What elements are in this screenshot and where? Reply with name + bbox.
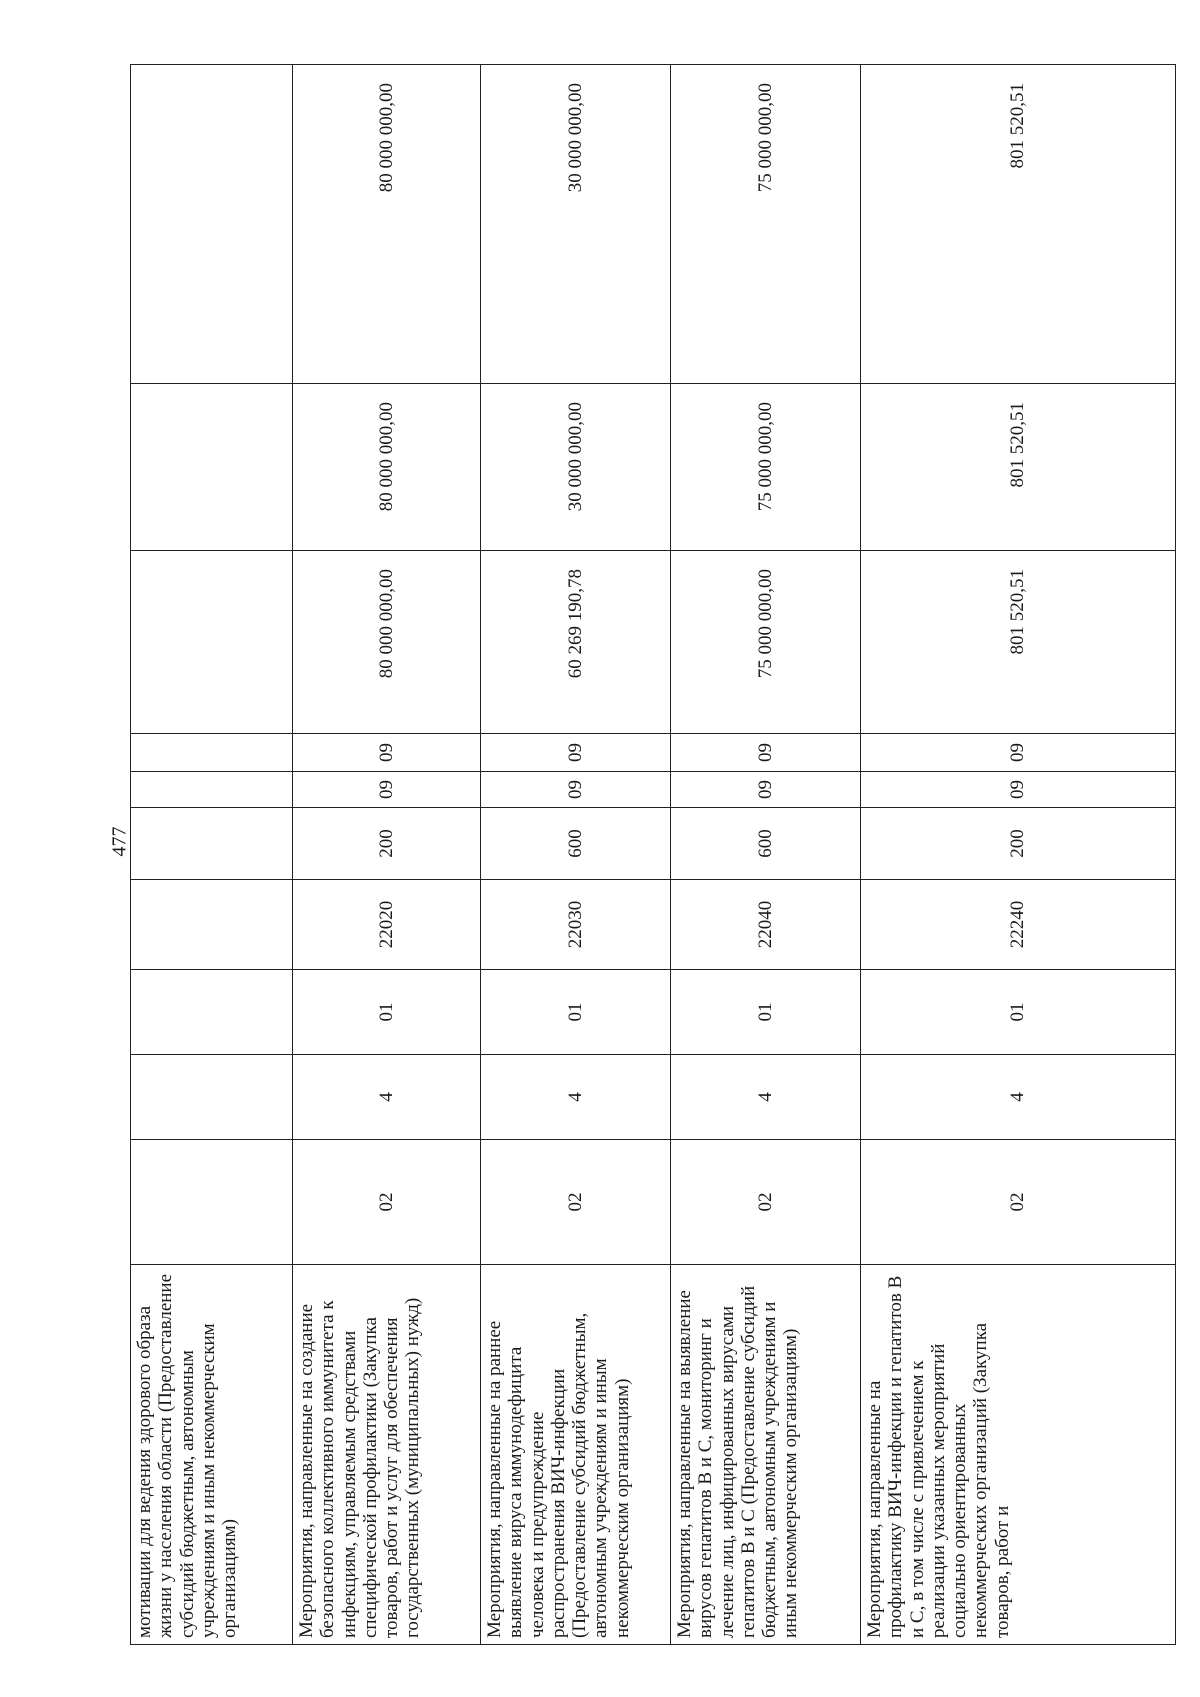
amount-year-2-cell: 75 000 000,00 — [671, 384, 861, 551]
section-cell: 09 — [293, 772, 481, 808]
code-program-cell — [131, 1140, 293, 1265]
table-row — [481, 65, 671, 1645]
code-main-event-cell: 01 — [861, 970, 1176, 1055]
expense-type-cell: 200 — [861, 808, 1176, 880]
table-body — [131, 65, 1176, 1645]
code-main-event-cell: 01 — [481, 970, 671, 1055]
amount-year-3-cell: 80 000 000,00 — [293, 65, 481, 384]
subsection-cell — [131, 734, 293, 772]
code-subprogram-cell: 4 — [293, 1055, 481, 1140]
table-row — [293, 65, 481, 1645]
table-row — [131, 65, 293, 1645]
expense-type-cell: 600 — [671, 808, 861, 880]
amount-year-2-cell — [131, 384, 293, 551]
rotated-table-frame — [130, 65, 1175, 1645]
section-cell: 09 — [861, 772, 1176, 808]
amount-year-3-cell — [131, 65, 293, 384]
code-subprogram-cell: 4 — [671, 1055, 861, 1140]
code-direction-cell: 22040 — [671, 880, 861, 970]
expense-type-cell: 600 — [481, 808, 671, 880]
amount-year-3-cell: 801 520,51 — [861, 65, 1176, 384]
code-direction-cell — [131, 880, 293, 970]
expense-type-cell — [131, 808, 293, 880]
code-subprogram-cell: 4 — [861, 1055, 1176, 1140]
amount-year-3-cell: 75 000 000,00 — [671, 65, 861, 384]
page-number: 477 — [108, 826, 131, 857]
code-subprogram-cell — [131, 1055, 293, 1140]
code-program-cell: 02 — [481, 1140, 671, 1265]
amount-year-2-cell: 801 520,51 — [861, 384, 1176, 551]
code-main-event-cell — [131, 970, 293, 1055]
row-description: Мероприятия, направленные на профилактику ВИЧ-инфекции и гепатитов В и С, в том числе с привлечением к реализации указанных мероприятий социально ориентированных некоммерческих организаций (Закупка товаров, работ и — [861, 1265, 1176, 1645]
subsection-cell: 09 — [293, 734, 481, 772]
budget-table-area — [130, 65, 1175, 1645]
code-main-event-cell: 01 — [293, 970, 481, 1055]
subsection-cell: 09 — [481, 734, 671, 772]
section-cell: 09 — [671, 772, 861, 808]
subsection-cell: 09 — [671, 734, 861, 772]
section-cell — [131, 772, 293, 808]
code-subprogram-cell: 4 — [481, 1055, 671, 1140]
table-row — [861, 65, 1176, 1645]
code-main-event-cell: 01 — [671, 970, 861, 1055]
section-cell: 09 — [481, 772, 671, 808]
code-direction-cell: 22030 — [481, 880, 671, 970]
expense-type-cell: 200 — [293, 808, 481, 880]
row-description: Мероприятия, направленные на выявление вирусов гепатитов В и С, мониторинг и лечение лиц, инфицированных вирусами гепатитов В и С (Предоставление субсидий бюджетным, автономным учреждениям и иным некоммерческим организациям) — [671, 1265, 861, 1645]
code-direction-cell: 22020 — [293, 880, 481, 970]
amount-year-1-cell: 801 520,51 — [861, 551, 1176, 734]
amount-year-1-cell — [131, 551, 293, 734]
row-description: Мероприятия, направленные на раннее выявление вируса иммунодефицита человека и предупреждение распространения ВИЧ-инфекции (Предоставление субсидий бюджетным, автономным учреждениям и иным некоммерческим организациям) — [481, 1265, 671, 1645]
code-program-cell: 02 — [293, 1140, 481, 1265]
amount-year-2-cell: 80 000 000,00 — [293, 384, 481, 551]
code-direction-cell: 22240 — [861, 880, 1176, 970]
code-program-cell: 02 — [671, 1140, 861, 1265]
budget-table — [130, 64, 1176, 1645]
table-row — [671, 65, 861, 1645]
row-description: Мероприятия, направленные на создание безопасного коллективного иммунитета к инфекциям, управляемым средствами специфической профилактики (Закупка товаров, работ и услуг для обеспечения государственных (муниципальных) нужд) — [293, 1265, 481, 1645]
amount-year-2-cell: 30 000 000,00 — [481, 384, 671, 551]
amount-year-1-cell: 60 269 190,78 — [481, 551, 671, 734]
subsection-cell: 09 — [861, 734, 1176, 772]
amount-year-3-cell: 30 000 000,00 — [481, 65, 671, 384]
amount-year-1-cell: 80 000 000,00 — [293, 551, 481, 734]
row-description: мотивации для ведения здорового образа жизни у населения области (Предоставление субсидий бюджетным, автономным учреждениям и иным некоммерческим организациям) — [131, 1265, 293, 1645]
code-program-cell: 02 — [861, 1140, 1176, 1265]
amount-year-1-cell: 75 000 000,00 — [671, 551, 861, 734]
